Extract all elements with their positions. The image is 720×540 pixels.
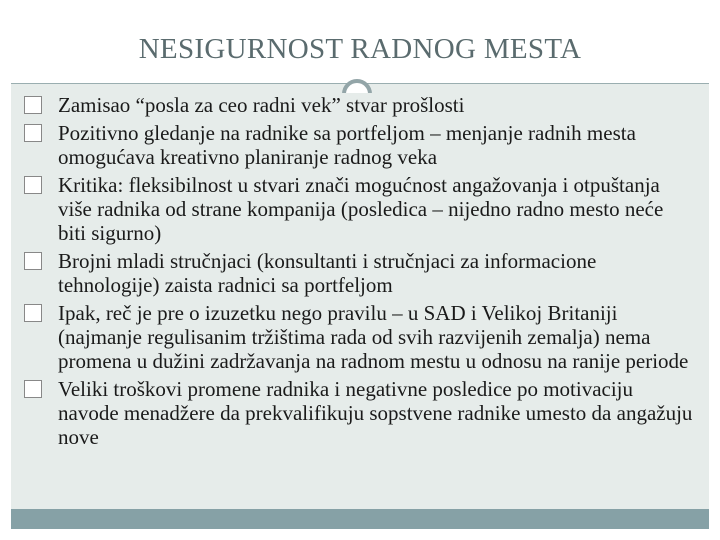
bullet-item <box>24 301 694 373</box>
checkbox-icon <box>24 304 42 322</box>
bullet-list <box>24 93 694 453</box>
bullet-item <box>24 173 694 245</box>
bullet-text: Kritika: fleksibilnost u stvari znači mogućnost angažovanja i otpuštanja više radnika od strane kompanija (posledica – nijedno radno mesto neće biti sigurno) <box>58 173 664 245</box>
checkbox-icon <box>24 176 42 194</box>
bullet-text: Pozitivno gledanje na radnike sa portfeljom – menjanje radnih mesta omogućava kreativno planiranje radnog veka <box>58 121 636 169</box>
bullet-text: Brojni mladi stručnjaci (konsultanti i stručnjaci za informacione tehnologije) zaista radnici sa portfeljom <box>58 249 597 297</box>
checkbox-icon <box>24 124 42 142</box>
bullet-item <box>24 93 694 117</box>
checkbox-icon <box>24 380 42 398</box>
bullet-item <box>24 377 694 449</box>
bullet-item <box>24 249 694 297</box>
checkbox-icon <box>24 96 42 114</box>
footer-bar <box>11 509 709 529</box>
bullet-text: Ipak, reč je pre o izuzetku nego pravilu – u SAD i Velikoj Britaniji (najmanje regulisanim tržištima rada od svih razvijenih zemalja) nema promena u dužini zadržavanja na radnom mestu u odnosu na ranije periode <box>58 301 689 373</box>
bullet-text: Veliki troškovi promene radnika i negativne posledice po motivaciju navode menadžere da prekvalifikuju sopstvene radnike umesto da angažuju nove <box>58 377 693 449</box>
title-area <box>11 7 709 84</box>
slide-title: NESIGURNOST RADNOG MESTA <box>138 33 582 65</box>
checkbox-icon <box>24 252 42 270</box>
bullet-item <box>24 121 694 169</box>
bullet-text: Zamisao “posla za ceo radni vek” stvar prošlosti <box>58 93 465 117</box>
